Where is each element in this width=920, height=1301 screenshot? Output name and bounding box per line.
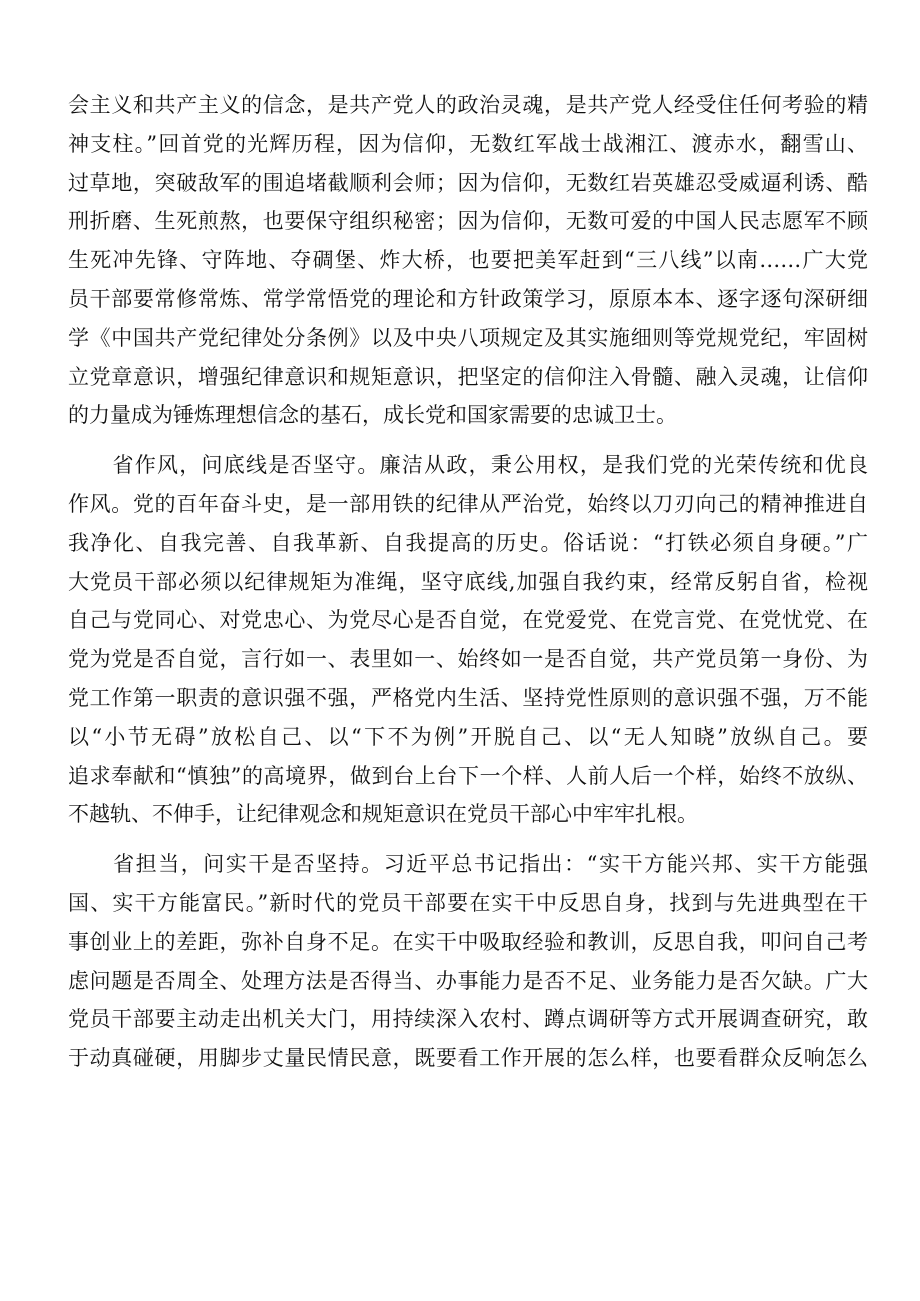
document-page [68,86,868,1078]
text-line: 大党员干部必须以纪律规矩为准绳，坚守底线,加强自我约束，经常反躬自省，检视 [68,569,868,594]
paragraph-1 [68,86,868,435]
text-line: 会主义和共产主义的信念，是共产党人的政治灵魂，是共产党人经受住任何考验的精 [68,93,868,117]
paragraph-gap [68,834,868,845]
text-line: 过草地，突破敌军的围追堵截顺利会师；因为信仰，无数红岩英雄忍受威逼利诱、酷 [68,170,868,195]
text-line: 立党章意识，增强纪律意识和规矩意识，把坚定的信仰注入骨髓、融入灵魂，让信仰 [68,364,868,389]
text-line: 省担当，问实干是否坚持。习近平总书记指出：“实干方能兴邦、实干方能强 [68,852,868,877]
text-line: 的力量成为锤炼理想信念的基石，成长党和国家需要的忠诚卫士。 [68,403,677,428]
text-line: 以“小节无碍”放松自己、以“下不为例”开脱自己、以“无人知晓”放纵自己。要 [68,724,868,749]
text-line: 作风。党的百年奋斗史，是一部用铁的纪律从严治党，始终以刀刃向己的精神推进自 [68,491,868,516]
paragraph-2 [68,446,868,834]
text-line: 生死冲先锋、守阵地、夺碉堡、炸大桥，也要把美军赶到“三八线”以南……广大党 [68,248,868,273]
text-line: 国、实干方能富民。”新时代的党员干部要在实干中反思自身，找到与先进典型在干 [68,890,868,915]
text-line: 事创业上的差距，弥补自身不足。在实干中吸取经验和教训，反思自我，叩问自己考 [68,929,868,954]
text-line: 省作风，问底线是否坚守。廉洁从政，秉公用权，是我们党的光荣传统和优良 [68,453,868,478]
paragraph-gap [68,435,868,446]
text-line: 党工作第一职责的意识强不强，严格党内生活、坚持党性原则的意识强不强，万不能 [68,685,868,710]
text-line: 党为党是否自觉，言行如一、表里如一、始终如一是否自觉，共产党员第一身份、为 [68,647,868,672]
text-line: 刑折磨、生死煎熬，也要保守组织秘密；因为信仰，无数可爱的中国人民志愿军不顾 [68,209,868,234]
text-line: 于动真碰硬，用脚步丈量民情民意，既要看工作开展的怎么样，也要看群众反响怎么 [68,1046,868,1071]
text-line: 党员干部要主动走出机关大门，用持续深入农村、蹲点调研等方式开展调查研究，敢 [68,1007,868,1032]
text-line: 自己与党同心、对党忠心、为党尽心是否自觉，在党爱党、在党言党、在党忧党、在 [68,608,868,633]
text-line: 神支柱。”回首党的光辉历程，因为信仰，无数红军战士战湘江、渡赤水，翻雪山、 [68,131,868,156]
text-line: 我净化、自我完善、自我革新、自我提高的历史。俗话说：“打铁必须自身硬。”广 [68,530,868,555]
paragraph-3 [68,845,868,1078]
text-line: 虑问题是否周全、处理方法是否得当、办事能力是否不足、业务能力是否欠缺。广大 [68,968,868,993]
text-line: 不越轨、不伸手，让纪律观念和规矩意识在党员干部心中牢牢扎根。 [68,802,698,827]
text-line: 追求奉献和“慎独”的高境界，做到台上台下一个样、人前人后一个样，始终不放纵、 [68,763,868,788]
text-line: 员干部要常修常炼、常学常悟党的理论和方针政策学习，原原本本、逐字逐句深研细 [68,286,868,311]
text-line: 学《中国共产党纪律处分条例》以及中央八项规定及其实施细则等党规党纪，牢固树 [68,325,868,350]
